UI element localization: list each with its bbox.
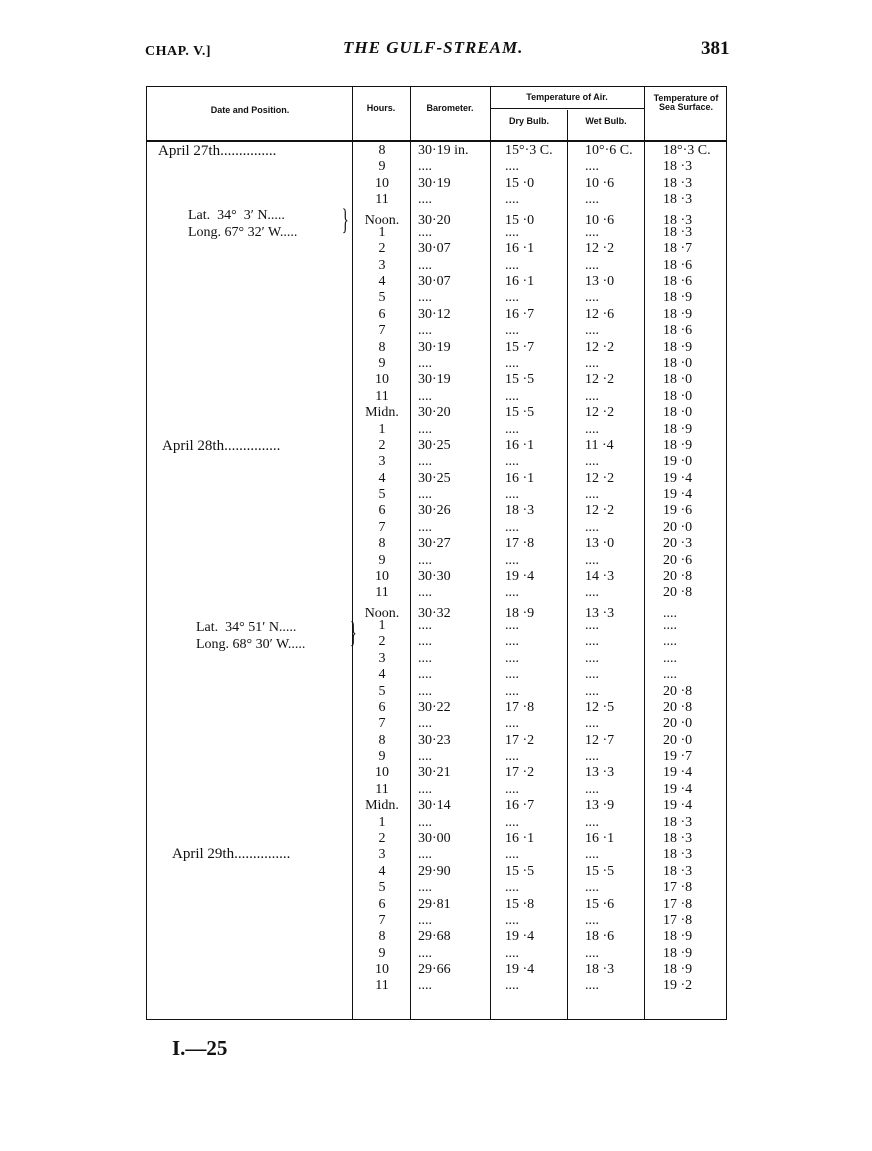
barometer-cell: ....: [418, 781, 432, 797]
barometer-cell: 30·19: [418, 175, 451, 191]
hour-cell: 3: [378, 650, 386, 666]
hour-cell: 6: [378, 503, 386, 519]
date-column-header: Date and Position.: [210, 105, 290, 115]
wet-bulb-cell: ....: [585, 323, 599, 339]
wet-bulb-cell: ....: [585, 978, 599, 994]
running-title: THE GULF-STREAM.: [343, 38, 524, 57]
hour-cell: 7: [378, 519, 386, 535]
hour-cell: 1: [378, 224, 386, 240]
dry-bulb-cell: ....: [505, 978, 519, 994]
hour-cell: 11: [375, 585, 389, 601]
sea-temp-cell: ....: [663, 605, 677, 621]
longitude-2: Long. 68° 30′ W.....: [196, 637, 306, 652]
barometer-cell: ....: [418, 552, 432, 568]
col-rule-2: [410, 86, 411, 1020]
dry-bulb-cell: ....: [505, 552, 519, 568]
hour-cell: 8: [378, 732, 386, 748]
hour-cell: 11: [375, 978, 389, 994]
hour-cell: 8: [378, 143, 386, 158]
sea-temp-cell: 18 ·9: [663, 929, 693, 945]
wet-bulb-cell: 13 ·9: [585, 798, 615, 814]
wet-bulb-cell: 13 ·0: [585, 274, 615, 289]
dry-bulb-cell: 15 ·8: [505, 896, 535, 912]
latitude-1: Lat. 34° 3′ N.....: [188, 208, 285, 223]
hour-cell: Noon.: [364, 212, 400, 228]
date-label-april-28: April 28th...............: [162, 438, 281, 454]
dry-bulb-cell: ....: [505, 634, 519, 650]
sea-temp-cell: 18 ·0: [663, 355, 693, 371]
wet-bulb-cell: ....: [585, 257, 599, 273]
dry-bulb-cell: ....: [505, 945, 519, 961]
barometer-cell: 30·07: [418, 241, 451, 257]
barometer-cell: 30·25: [418, 437, 451, 453]
sea-temp-cell: 18 ·3: [663, 831, 693, 846]
sea-temp-cell: 18 ·3: [663, 212, 693, 228]
barometer-cell: 30·27: [418, 536, 451, 552]
hour-cell: Noon.: [364, 605, 400, 621]
sea-temp-cell: 20 ·8: [663, 585, 693, 601]
barometer-cell: ....: [418, 634, 432, 650]
dry-bulb-cell: ....: [505, 667, 519, 683]
sea-temp-cell: 19 ·0: [663, 454, 693, 470]
sea-temp-cell: 18 ·3: [663, 814, 693, 830]
hour-cell: 2: [378, 437, 386, 453]
dry-bulb-cell: ....: [505, 487, 519, 502]
dry-bulb-cell: ....: [505, 323, 519, 339]
barometer-cell: 30·19: [418, 339, 451, 355]
sea-temp-cell: 18 ·6: [663, 323, 693, 339]
wet-bulb-cell: 12 ·5: [585, 699, 615, 715]
hour-cell: 11: [375, 388, 389, 404]
hour-cell: 5: [378, 683, 386, 699]
barometer-cell: 30·26: [418, 503, 451, 519]
page-number: 381: [701, 38, 730, 59]
col-rule-4: [567, 110, 568, 1020]
dry-bulb-cell: 16 ·1: [505, 274, 535, 289]
barometer-cell: ....: [418, 650, 432, 666]
barometer-cell: ....: [418, 159, 432, 175]
wet-bulb-cell: ....: [585, 912, 599, 928]
dry-bulb-cell: 16 ·1: [505, 831, 535, 846]
wet-bulb-cell: ....: [585, 552, 599, 568]
hour-cell: 4: [378, 274, 386, 289]
sea-temp-cell: 18 ·0: [663, 372, 693, 388]
sea-temp-cell: ....: [663, 634, 677, 650]
barometer-cell: ....: [418, 585, 432, 601]
sea-temp-cell: 19 ·2: [663, 978, 693, 994]
latitude-2: Lat. 34° 51′ N.....: [196, 620, 297, 635]
longitude-1: Long. 67° 32′ W.....: [188, 225, 298, 240]
barometer-cell: ....: [418, 257, 432, 273]
dry-bulb-cell: ....: [505, 519, 519, 535]
wet-bulb-cell: 12 ·2: [585, 503, 615, 519]
sea-temp-cell: 19 ·4: [663, 781, 693, 797]
sea-temp-cell: 18 ·3: [663, 175, 693, 191]
wet-bulb-cell: 16 ·1: [585, 831, 615, 846]
hour-cell: 3: [378, 847, 386, 863]
sea-temp-cell: 18 ·9: [663, 421, 693, 437]
barometer-cell: 29·68: [418, 929, 451, 945]
sea-temp-column-header: Temperature of Sea Surface.: [653, 93, 719, 113]
wet-bulb-cell: ....: [585, 716, 599, 732]
wet-bulb-cell: ....: [585, 781, 599, 797]
hour-cell: Midn.: [365, 798, 399, 814]
sea-temp-cell: 18 ·0: [663, 405, 693, 421]
hour-cell: 9: [378, 945, 386, 961]
dry-bulb-cell: 16 ·7: [505, 798, 535, 814]
sea-temp-cell: 18 ·9: [663, 290, 693, 306]
dry-bulb-cell: ....: [505, 224, 519, 240]
barometer-cell: ....: [418, 667, 432, 683]
hour-cell: 8: [378, 536, 386, 552]
sea-temp-cell: 18 ·6: [663, 274, 693, 289]
dry-bulb-cell: ....: [505, 618, 519, 633]
dry-bulb-cell: ....: [505, 388, 519, 404]
barometer-cell: 29·66: [418, 962, 451, 977]
wet-bulb-column-header: Wet Bulb.: [585, 116, 627, 126]
dry-bulb-cell: 18 ·3: [505, 503, 535, 519]
air-temp-column-header: Temperature of Air.: [526, 92, 608, 102]
air-temp-divider: [490, 108, 644, 109]
sea-temp-cell: 20 ·0: [663, 716, 693, 732]
barometer-cell: 30·12: [418, 306, 451, 322]
dry-bulb-cell: ....: [505, 814, 519, 830]
wet-bulb-cell: 12 ·6: [585, 306, 615, 322]
barometer-cell: 30·30: [418, 568, 451, 584]
col-rule-1: [352, 86, 353, 1020]
barometer-cell: 30·20: [418, 212, 451, 228]
dry-bulb-cell: ....: [505, 650, 519, 666]
hour-cell: 10: [375, 765, 389, 781]
barometer-cell: 30·23: [418, 732, 451, 748]
hour-cell: 8: [378, 929, 386, 945]
dry-bulb-cell: 19 ·4: [505, 568, 535, 584]
wet-bulb-cell: 12 ·2: [585, 470, 615, 486]
wet-bulb-cell: ....: [585, 814, 599, 830]
sea-temp-cell: ....: [663, 667, 677, 683]
barometer-cell: 30·32: [418, 605, 451, 621]
sea-temp-cell: 18 ·9: [663, 437, 693, 453]
sea-temp-cell: 18 ·3: [663, 847, 693, 863]
wet-bulb-cell: ....: [585, 650, 599, 666]
sea-temp-cell: ....: [663, 618, 677, 633]
sea-temp-cell: 18 ·9: [663, 306, 693, 322]
sea-temp-cell: 18°·3 C.: [663, 143, 711, 158]
barometer-cell: ....: [418, 814, 432, 830]
sea-temp-cell: 20 ·8: [663, 568, 693, 584]
hour-cell: 9: [378, 355, 386, 371]
wet-bulb-cell: 18 ·3: [585, 962, 615, 977]
signature-mark: I.—25: [172, 1036, 228, 1060]
sea-temp-cell: 20 ·0: [663, 519, 693, 535]
dry-bulb-cell: 15 ·5: [505, 405, 535, 421]
date-label-april-27: April 27th...............: [158, 143, 277, 159]
barometer-cell: ....: [418, 192, 432, 208]
wet-bulb-cell: ....: [585, 519, 599, 535]
hour-cell: 3: [378, 454, 386, 470]
dry-bulb-cell: ....: [505, 847, 519, 863]
wet-bulb-cell: ....: [585, 945, 599, 961]
sea-temp-cell: 18 ·0: [663, 388, 693, 404]
dry-bulb-cell: ....: [505, 290, 519, 306]
hour-cell: 3: [378, 257, 386, 273]
wet-bulb-cell: ....: [585, 224, 599, 240]
dry-bulb-cell: 16 ·7: [505, 306, 535, 322]
dry-bulb-cell: ....: [505, 683, 519, 699]
wet-bulb-cell: ....: [585, 290, 599, 306]
barometer-cell: ....: [418, 912, 432, 928]
hour-cell: 1: [378, 618, 386, 633]
wet-bulb-cell: 12 ·7: [585, 732, 615, 748]
sea-temp-cell: 19 ·7: [663, 749, 693, 765]
barometer-cell: ....: [418, 323, 432, 339]
sea-temp-cell: 19 ·6: [663, 503, 693, 519]
sea-temp-cell: 18 ·9: [663, 962, 693, 977]
dry-bulb-cell: 15 ·5: [505, 863, 535, 879]
hour-cell: 8: [378, 339, 386, 355]
wet-bulb-cell: ....: [585, 585, 599, 601]
wet-bulb-cell: 10 ·6: [585, 212, 615, 228]
hour-cell: 10: [375, 175, 389, 191]
barometer-cell: 30·25: [418, 470, 451, 486]
dry-bulb-cell: 18 ·9: [505, 605, 535, 621]
barometer-cell: 30·19: [418, 372, 451, 388]
dry-bulb-cell: ....: [505, 912, 519, 928]
wet-bulb-cell: 12 ·2: [585, 405, 615, 421]
wet-bulb-cell: ....: [585, 880, 599, 896]
wet-bulb-cell: ....: [585, 749, 599, 765]
sea-temp-cell: 19 ·4: [663, 765, 693, 781]
wet-bulb-cell: 11 ·4: [585, 437, 614, 453]
wet-bulb-cell: ....: [585, 847, 599, 863]
barometer-cell: ....: [418, 388, 432, 404]
sea-temp-cell: 19 ·4: [663, 487, 693, 502]
hour-cell: 6: [378, 896, 386, 912]
hour-cell: 9: [378, 159, 386, 175]
wet-bulb-cell: 12 ·2: [585, 372, 615, 388]
sea-temp-cell: 18 ·9: [663, 945, 693, 961]
hour-cell: 6: [378, 699, 386, 715]
barometer-cell: ....: [418, 618, 432, 633]
dry-bulb-cell: ....: [505, 421, 519, 437]
sea-temp-cell: 20 ·8: [663, 699, 693, 715]
dry-bulb-cell: ....: [505, 781, 519, 797]
sea-temp-cell: 18 ·3: [663, 224, 693, 240]
wet-bulb-cell: ....: [585, 618, 599, 633]
barometer-cell: ....: [418, 290, 432, 306]
dry-bulb-cell: 17 ·2: [505, 732, 535, 748]
hour-cell: 1: [378, 814, 386, 830]
barometer-cell: 30·19 in.: [418, 143, 469, 158]
barometer-cell: 30·22: [418, 699, 451, 715]
dry-bulb-cell: ....: [505, 749, 519, 765]
hour-cell: 7: [378, 323, 386, 339]
hour-cell: 7: [378, 716, 386, 732]
hour-cell: Midn.: [365, 405, 399, 421]
wet-bulb-cell: 15 ·5: [585, 863, 615, 879]
hours-column-header: Hours.: [366, 103, 396, 113]
wet-bulb-cell: 13 ·3: [585, 605, 615, 621]
hour-cell: 4: [378, 863, 386, 879]
dry-bulb-cell: 17 ·8: [505, 699, 535, 715]
wet-bulb-cell: ....: [585, 634, 599, 650]
dry-bulb-column-header: Dry Bulb.: [508, 116, 549, 126]
dry-bulb-cell: 16 ·1: [505, 470, 535, 486]
sea-temp-cell: 18 ·3: [663, 192, 693, 208]
wet-bulb-cell: ....: [585, 487, 599, 502]
dry-bulb-cell: ....: [505, 716, 519, 732]
wet-bulb-cell: 10°·6 C.: [585, 143, 633, 158]
barometer-cell: 30·00: [418, 831, 451, 846]
barometer-cell: 30·14: [418, 798, 451, 814]
position-brace: }: [341, 203, 349, 236]
sea-temp-cell: 18 ·3: [663, 863, 693, 879]
dry-bulb-cell: 17 ·8: [505, 536, 535, 552]
barometer-cell: 30·20: [418, 405, 451, 421]
hour-cell: 1: [378, 421, 386, 437]
hour-cell: 11: [375, 781, 389, 797]
barometer-cell: 30·07: [418, 274, 451, 289]
dry-bulb-cell: ....: [505, 159, 519, 175]
barometer-cell: ....: [418, 847, 432, 863]
wet-bulb-cell: 12 ·2: [585, 241, 615, 257]
barometer-cell: 29·81: [418, 896, 451, 912]
position-brace: }: [349, 616, 357, 649]
chapter-heading: CHAP. V.]: [145, 44, 212, 59]
header-divider: [146, 140, 727, 142]
dry-bulb-cell: ....: [505, 257, 519, 273]
wet-bulb-cell: ....: [585, 683, 599, 699]
hour-cell: 9: [378, 749, 386, 765]
sea-temp-cell: 19 ·4: [663, 470, 693, 486]
dry-bulb-cell: 16 ·1: [505, 241, 535, 257]
wet-bulb-cell: ....: [585, 454, 599, 470]
barometer-column-header: Barometer.: [426, 103, 474, 113]
sea-temp-cell: 17 ·8: [663, 880, 693, 896]
dry-bulb-cell: ....: [505, 880, 519, 896]
wet-bulb-cell: 13 ·0: [585, 536, 615, 552]
wet-bulb-cell: ....: [585, 667, 599, 683]
barometer-cell: ....: [418, 716, 432, 732]
dry-bulb-cell: ....: [505, 355, 519, 371]
hour-cell: 10: [375, 372, 389, 388]
dry-bulb-cell: 19 ·4: [505, 962, 535, 977]
dry-bulb-cell: 15 ·0: [505, 212, 535, 228]
hour-cell: 7: [378, 912, 386, 928]
hour-cell: 10: [375, 568, 389, 584]
dry-bulb-cell: ....: [505, 585, 519, 601]
col-rule-3: [490, 86, 491, 1020]
hour-cell: 5: [378, 290, 386, 306]
barometer-cell: 29·90: [418, 863, 451, 879]
wet-bulb-cell: ....: [585, 421, 599, 437]
sea-temp-cell: 18 ·6: [663, 257, 693, 273]
hour-cell: 4: [378, 470, 386, 486]
wet-bulb-cell: ....: [585, 159, 599, 175]
wet-bulb-cell: 14 ·3: [585, 568, 615, 584]
dry-bulb-cell: ....: [505, 454, 519, 470]
dry-bulb-cell: 15 ·7: [505, 339, 535, 355]
sea-temp-cell: 20 ·0: [663, 732, 693, 748]
wet-bulb-cell: 10 ·6: [585, 175, 615, 191]
barometer-cell: ....: [418, 978, 432, 994]
sea-temp-cell: 20 ·6: [663, 552, 693, 568]
hour-cell: 2: [378, 634, 386, 650]
wet-bulb-cell: 15 ·6: [585, 896, 615, 912]
dry-bulb-cell: 15 ·5: [505, 372, 535, 388]
barometer-cell: ....: [418, 880, 432, 896]
barometer-cell: ....: [418, 355, 432, 371]
date-label-april-29: April 29th...............: [172, 846, 291, 862]
wet-bulb-cell: 12 ·2: [585, 339, 615, 355]
sea-temp-cell: 18 ·9: [663, 339, 693, 355]
dry-bulb-cell: 15 ·0: [505, 175, 535, 191]
dry-bulb-cell: 17 ·2: [505, 765, 535, 781]
barometer-cell: ....: [418, 224, 432, 240]
hour-cell: 6: [378, 306, 386, 322]
hour-cell: 2: [378, 831, 386, 846]
hour-cell: 4: [378, 667, 386, 683]
sea-temp-cell: 20 ·3: [663, 536, 693, 552]
hour-cell: 2: [378, 241, 386, 257]
barometer-cell: 30·21: [418, 765, 451, 781]
hour-cell: 9: [378, 552, 386, 568]
hour-cell: 5: [378, 487, 386, 502]
dry-bulb-cell: 19 ·4: [505, 929, 535, 945]
hour-cell: 5: [378, 880, 386, 896]
wet-bulb-cell: ....: [585, 355, 599, 371]
col-rule-5: [644, 86, 645, 1020]
hour-cell: 11: [375, 192, 389, 208]
dry-bulb-cell: ....: [505, 192, 519, 208]
wet-bulb-cell: 18 ·6: [585, 929, 615, 945]
barometer-cell: ....: [418, 945, 432, 961]
sea-temp-cell: 20 ·8: [663, 683, 693, 699]
barometer-cell: ....: [418, 487, 432, 502]
sea-temp-cell: ....: [663, 650, 677, 666]
barometer-cell: ....: [418, 683, 432, 699]
wet-bulb-cell: ....: [585, 192, 599, 208]
barometer-cell: ....: [418, 749, 432, 765]
dry-bulb-cell: 15°·3 C.: [505, 143, 553, 158]
sea-temp-cell: 18 ·3: [663, 159, 693, 175]
sea-temp-cell: 17 ·8: [663, 896, 693, 912]
barometer-cell: ....: [418, 519, 432, 535]
barometer-cell: ....: [418, 454, 432, 470]
dry-bulb-cell: 16 ·1: [505, 437, 535, 453]
sea-temp-cell: 18 ·7: [663, 241, 693, 257]
barometer-cell: ....: [418, 421, 432, 437]
sea-temp-cell: 19 ·4: [663, 798, 693, 814]
sea-temp-cell: 17 ·8: [663, 912, 693, 928]
wet-bulb-cell: ....: [585, 388, 599, 404]
wet-bulb-cell: 13 ·3: [585, 765, 615, 781]
hour-cell: 10: [375, 962, 389, 977]
